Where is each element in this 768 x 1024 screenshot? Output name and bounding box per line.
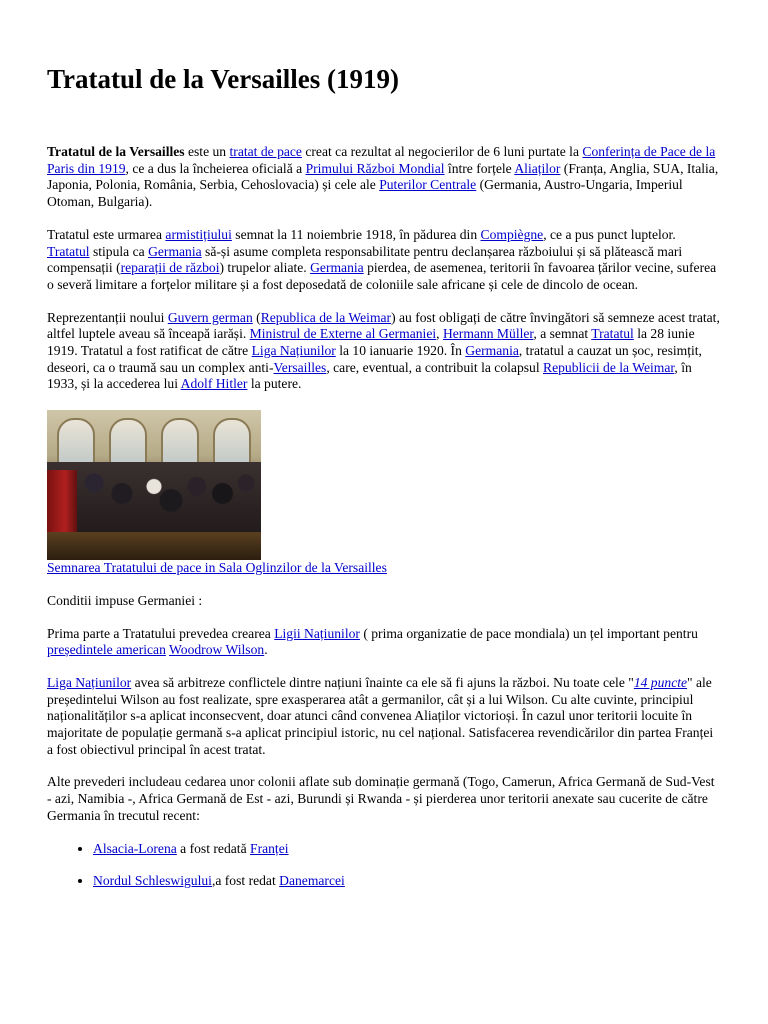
- bold-term: Tratatul de la Versailles: [47, 144, 185, 159]
- territories-list: [47, 841, 721, 890]
- link-compiegne[interactable]: Compiègne: [480, 226, 544, 242]
- figure-caption-link[interactable]: Semnarea Tratatului de pace in Sala Oglinzilor de la Versailles: [47, 560, 387, 576]
- link-armistitiului[interactable]: armistițiului: [165, 226, 232, 242]
- crowd: [47, 462, 261, 532]
- link-tratat-de-pace[interactable]: tratat de pace: [229, 144, 302, 159]
- paragraph-alte-prevederi: Alte prevederi includeau cedarea unor colonii aflate sub dominație germană (Togo, Camerun, Africa Germană de Sud-Vest - azi, Namibia -, Africa Germană de Est - azi, Burundi și Rwanda - și pierderea unor teritorii anexate sau cucerite de către Germania în trecutul recent:: [47, 774, 715, 823]
- link-germania-3[interactable]: Germania: [465, 343, 519, 359]
- text: , ce a dus la încheierea oficială a: [125, 160, 306, 176]
- link-liga-natiunilor-2[interactable]: Liga Națiunilor: [47, 674, 132, 690]
- text: avea să arbitreze conflictele dintre națiuni înainte ca ele să fi ajuns la război. Nu toate cele ": [131, 674, 634, 690]
- text: Reprezentanții noului: [47, 309, 168, 325]
- link-republicii-de-la-weimar[interactable]: Republicii de la Weimar: [543, 359, 675, 375]
- text: creat ca rezultat al negocierilor de 6 luni purtate la: [301, 144, 583, 159]
- text: la 28 iunie 1919. Tratatul a fost ratificat de către: [47, 326, 695, 359]
- paragraph-liga: [47, 626, 721, 659]
- link-aliatilor[interactable]: Aliaților: [514, 160, 561, 176]
- link-tratatul-2[interactable]: Tratatul: [591, 326, 634, 342]
- figure: [47, 410, 721, 577]
- text: Tratatul este urmarea: [47, 226, 166, 242]
- link-tratatul[interactable]: Tratatul: [47, 243, 90, 259]
- link-liga-natiunilor[interactable]: Liga Națiunilor: [251, 343, 336, 359]
- link-14-puncte[interactable]: 14 puncte: [633, 674, 688, 690]
- text: ) au fost obligați de către învingători să semneze acest tratat, altfel luptele aveau să înceapă iarăși.: [47, 309, 720, 342]
- text: , în 1933, și la accederea lui: [47, 359, 692, 392]
- link-hermann-muller[interactable]: Hermann Müller: [442, 326, 534, 342]
- text: a fost redată: [176, 840, 251, 856]
- link-alsacia-lorena[interactable]: Alsacia-Lorena: [93, 840, 177, 856]
- list-item: [93, 873, 721, 890]
- paragraph-conditii: Conditii impuse Germaniei :: [47, 592, 203, 608]
- link-ministrul-de-externe[interactable]: Ministrul de Externe al Germaniei: [249, 326, 437, 342]
- text: ( prima organizatie de pace mondiala) un țel important pentru: [359, 625, 698, 641]
- text: (Franța, Anglia, SUA, Italia, Japonia, Polonia, România, Serbia, Cehoslovacia) și cele ale: [47, 160, 719, 193]
- link-guvern-german[interactable]: Guvern german: [167, 309, 253, 325]
- link-nordul-schleswigului[interactable]: Nordul Schleswigului: [93, 873, 212, 889]
- text: " ale președintelui Wilson au fost realizate, spre exasperarea atât a germanilor, cât și a lui Wilson. Cu alte cuvinte, principiul naționalităților s-a aplicat inconsecvent, doar atunci când convenea Aliaților victorioși. În cazul unor teritorii locuite în majoritate de populație germană s-a aplicat principiul istoric, nu cel național. Satisfacerea revendicărilor din partea Franței a fost obiectivul principal în acest tratat.: [47, 674, 714, 757]
- list-item: [93, 841, 721, 858]
- text: , ce a pus punct luptelor.: [543, 226, 676, 242]
- text: între forțele: [444, 160, 515, 176]
- paragraph-reprezentanti: [47, 310, 721, 394]
- link-primul-razboi-mondial[interactable]: Primului Război Mondial: [305, 160, 445, 176]
- link-germania-2[interactable]: Germania: [310, 260, 364, 276]
- floor: [47, 532, 261, 560]
- text: stipula ca: [89, 243, 149, 259]
- text: (: [252, 309, 261, 325]
- link-woodrow-wilson[interactable]: Woodrow Wilson: [169, 642, 265, 658]
- text: este un: [184, 144, 230, 159]
- text: semnat la 11 noiembrie 1918, în pădurea din: [231, 226, 481, 242]
- flag: [47, 470, 77, 540]
- link-conferinta-de-pace[interactable]: Conferința de Pace de la Paris din 1919: [47, 144, 716, 176]
- text: ,: [436, 326, 443, 342]
- link-republica-de-la-weimar[interactable]: Republica de la Weimar: [260, 309, 392, 325]
- text: , a semnat: [533, 326, 592, 342]
- link-puterilor-centrale[interactable]: Puterilor Centrale: [379, 177, 477, 193]
- text: .: [264, 642, 268, 658]
- text: Prima parte a Tratatului prevedea crearea: [47, 625, 275, 641]
- text: , tratatul a cauzat un șoc, resimțit, deseori, ca o traumă sau un complex anti-: [47, 343, 702, 375]
- text: ,a fost redat: [211, 873, 280, 889]
- text: , care, eventual, a contribuit la colapsul: [326, 359, 544, 375]
- text: ) trupelor aliate.: [219, 260, 311, 276]
- paragraph-14-puncte: [47, 675, 721, 759]
- link-germania[interactable]: Germania: [148, 243, 202, 259]
- page-title: Tratatul de la Versailles (1919): [47, 64, 399, 94]
- text: (Germania, Austro-Ungaria, Imperiul Otoman, Bulgaria).: [47, 177, 683, 210]
- link-reparatii-de-razboi[interactable]: reparații de război: [120, 260, 220, 276]
- link-frantei[interactable]: Franței: [250, 840, 289, 856]
- link-ligii-natiunilor[interactable]: Ligii Națiunilor: [274, 625, 360, 641]
- text: să-și asume completa responsabilitate pentru declanșarea războiului și să plătească mari compensații (: [47, 243, 683, 276]
- link-danemarcei[interactable]: Danemarcei: [279, 873, 345, 889]
- text: pierdea, de asemenea, teritorii în favoarea țărilor vecine, suferea o severă limitare a forțelor militare și a fost deposedată de coloniile sale africane și cele de dincolo de ocean.: [47, 260, 717, 292]
- paragraph-armistitiu: [47, 227, 721, 294]
- link-presedintele-american[interactable]: președintele american: [47, 642, 166, 658]
- paragraph-intro: [47, 144, 721, 211]
- link-adolf-hitler[interactable]: Adolf Hitler: [180, 376, 248, 392]
- painting-image[interactable]: [47, 410, 261, 560]
- text: la putere.: [247, 376, 302, 392]
- link-versailles[interactable]: Versailles: [273, 359, 327, 375]
- text: la 10 ianuarie 1920. În: [335, 343, 466, 359]
